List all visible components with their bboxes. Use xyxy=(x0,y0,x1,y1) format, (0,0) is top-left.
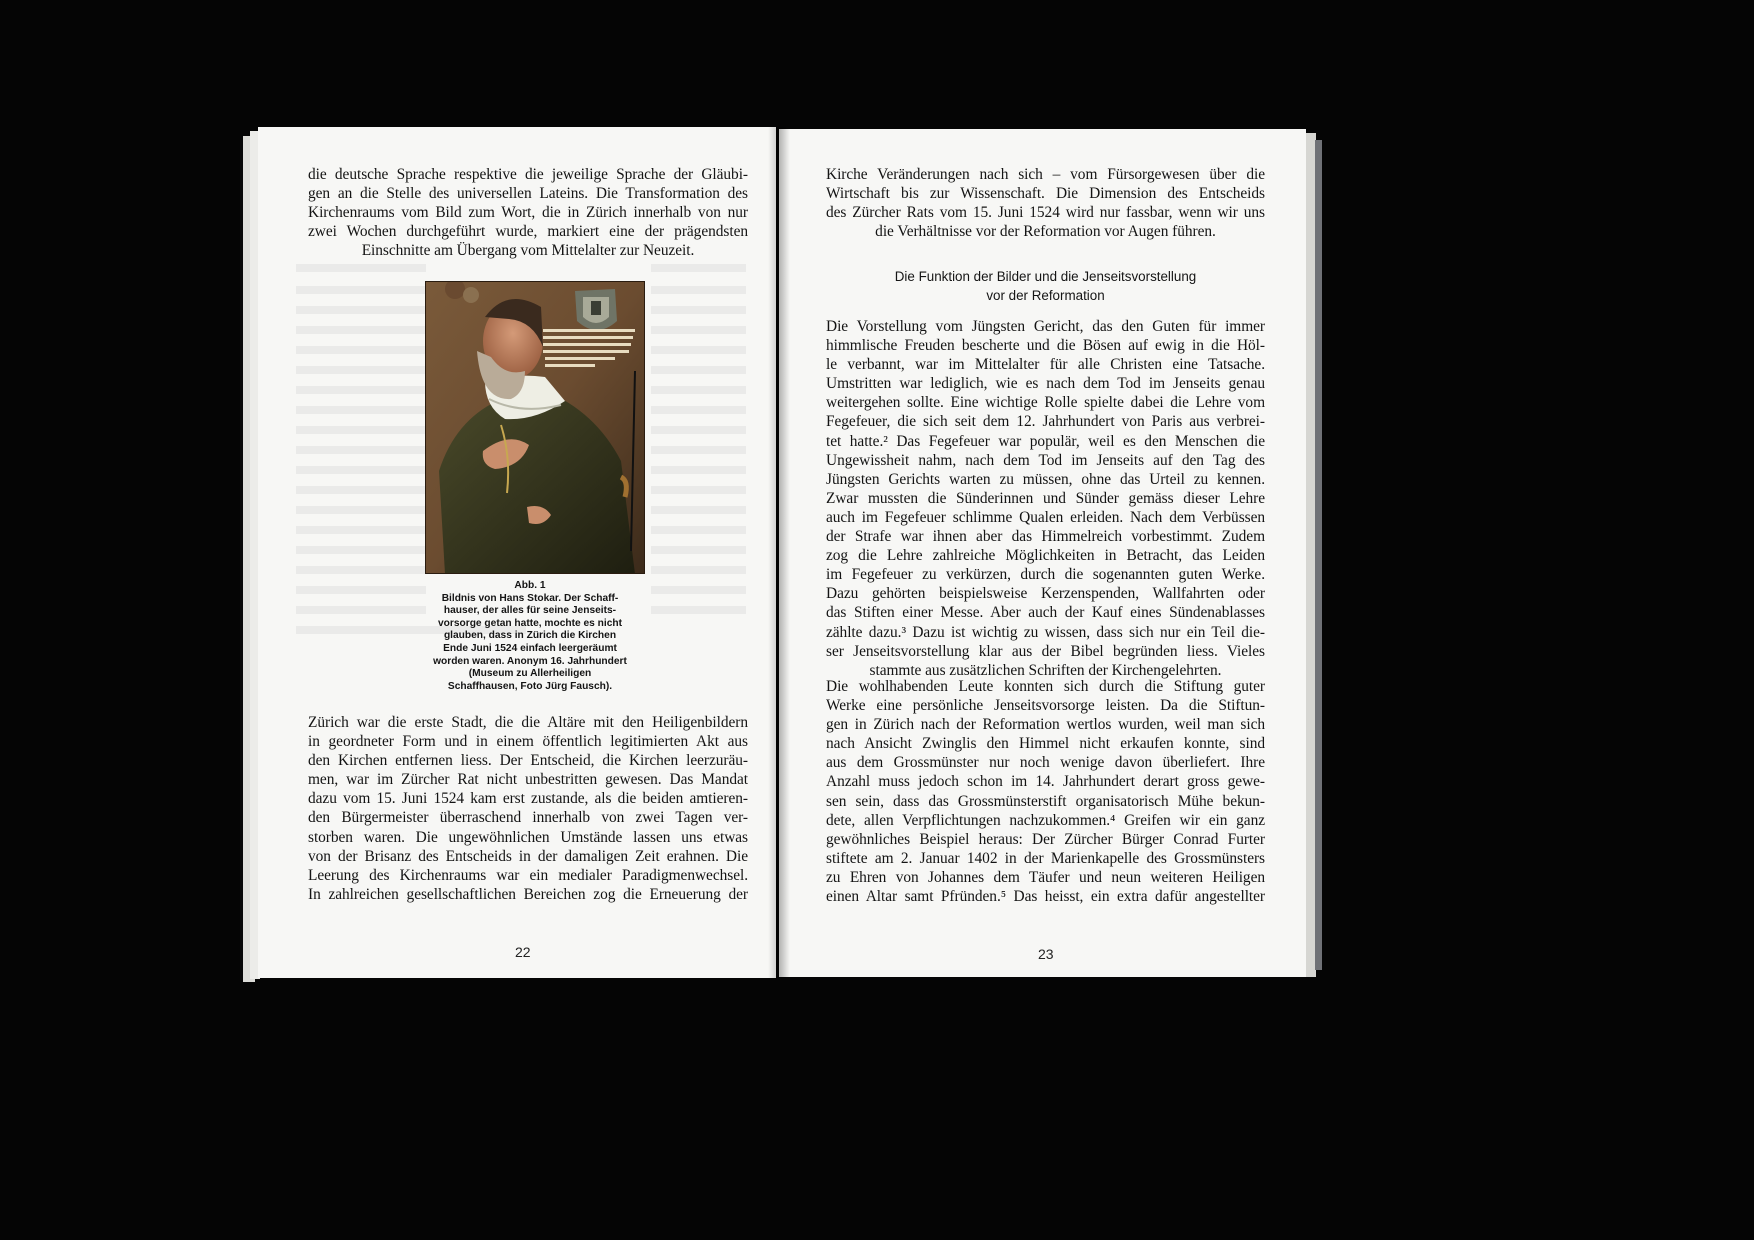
text-line: auch im Fegefeuer schlimme Qualen erleiden. Nach dem Verbüssen xyxy=(826,508,1265,526)
text-line: einen Altar samt Pfründen.⁵ Das heisst, ein extra dafür angestellter xyxy=(826,888,1265,906)
text-line: den Bürgermeister überraschend innerhalb von zwei Tagen ver- xyxy=(308,809,748,827)
text-line: gewöhnliches Beispiel heraus: Der Zürcher Bürger Conrad Furter xyxy=(826,830,1265,848)
text-line: Ungewissheit nahm, nach dem Tod im Jenseits auf den Tag des xyxy=(826,451,1265,469)
text-line: stammte aus zusätzlichen Schriften der Kirchengelehrten. xyxy=(869,661,1222,679)
coat-of-arms-right xyxy=(575,289,617,330)
caption-line: glauben, dass in Zürich die Kirchen xyxy=(443,630,617,642)
book-gutter-shadow xyxy=(768,127,790,978)
text-line: den Kirchen entfernen liess. Der Entscheid, die Kirchen leerzuräu- xyxy=(308,752,748,770)
portrait-painting xyxy=(425,281,645,574)
caption-line: Bildnis von Hans Stokar. Der Schaff- xyxy=(441,592,619,604)
caption-line: Ende Juni 1524 einfach leergeräumt xyxy=(443,642,617,654)
text-line: Kirchenraums vom Bild zum Wort, die in Zürich innerhalb von nur xyxy=(308,204,748,222)
text-line: Werke eine persönliche Jenseitsvorsorge leisten. Da die Stiftun- xyxy=(826,697,1265,715)
text-line: weitergehen sollte. Eine wichtige Rolle spielte dabei die Lehre vom xyxy=(826,394,1265,412)
right-paragraph-2 xyxy=(826,677,1265,906)
text-line: himmlische Freuden bescherte und die Bösen auf ewig in die Höl- xyxy=(826,337,1265,355)
text-line: stiftete am 2. Januar 1402 in der Marienkapelle des Grossmünsters xyxy=(826,849,1265,867)
text-line: dazu vom 15. Juni 1524 kam erst zustande, als die beiden amtieren- xyxy=(308,790,748,808)
text-line: Anzahl muss jedoch schon im 14. Jahrhundert derart gross gewe- xyxy=(826,773,1265,791)
text-line: die Verhältnisse vor der Reformation vor Augen führen. xyxy=(875,223,1216,241)
text-line: zählte dazu.³ Dazu ist wichtig zu wissen, dass sich nur ein Teil die- xyxy=(826,623,1265,641)
text-line: Jüngsten Gerichts warten zu müssen, ohne das Urteil zu kennen. xyxy=(826,470,1265,488)
page-number-left: 22 xyxy=(515,944,531,960)
text-line: von der Brisanz des Entscheids in der damaligen Zeit erahnen. Die xyxy=(308,847,748,865)
text-line: zwei Wochen durchgeführt wurde, markiert eine der prägendsten xyxy=(308,223,748,241)
caption-line: Schaffhausen, Foto Jürg Fausch). xyxy=(447,680,613,692)
right-page-edges-dark xyxy=(1315,140,1322,970)
text-line: der Strafe war ihnen aber das Himmelreich vorbestimmt. Zudem xyxy=(826,528,1265,546)
text-line: storben waren. Die ungewöhnlichen Umstände lassen uns etwas xyxy=(308,828,748,846)
text-line: Die wohlhabenden Leute konnten sich durch die Stiftung guter xyxy=(826,678,1265,695)
left-intro-paragraph xyxy=(308,165,748,260)
text-line: des Zürcher Rats vom 15. Juni 1524 wird nur fassbar, wenn wir uns xyxy=(826,204,1265,222)
text-line: Zürich war die erste Stadt, die die Altäre mit den Heiligenbildern xyxy=(308,714,748,731)
heading-line: Die Funktion der Bilder und die Jenseitsvorstellung xyxy=(894,269,1197,284)
text-line: aus dem Grossmünster nur noch wenige davon überliefert. Ihre xyxy=(826,754,1265,772)
caption-line: Abb. 1 xyxy=(514,580,546,591)
right-paragraph-1 xyxy=(826,317,1265,680)
caption-line: vorsorge getan hatte, mochte es nicht xyxy=(438,617,622,629)
text-line: le verbannt, war im Mittelalter für alle Christen eine Tatsache. xyxy=(826,356,1265,374)
text-line: gen an die Stelle des universellen Lateins. Die Transformation des xyxy=(308,185,748,203)
text-line: nach Ansicht Zwinglis den Himmel nicht erkaufen konnte, sind xyxy=(826,735,1265,753)
text-line: im Fegefeuer zu verkürzen, durch die sogenannten guten Werke. xyxy=(826,566,1265,584)
text-line: gen in Zürich nach der Reformation wertlos wurden, weil man sich xyxy=(826,716,1265,734)
text-line: Leerung des Kirchenraums war ein medialer Paradigmenwechsel. xyxy=(308,866,748,884)
text-line: In zahlreichen gesellschaftlichen Bereichen zog die Erneuerung der xyxy=(308,885,748,903)
text-line: Kirche Veränderungen nach sich – vom Fürsorgewesen über die xyxy=(826,166,1265,183)
text-line: Einschnitte am Übergang vom Mittelalter zur Neuzeit. xyxy=(361,242,695,260)
caption-line: hauser, der alles für seine Jenseits- xyxy=(443,605,617,617)
figure-caption xyxy=(430,580,630,693)
text-line: in geordneter Form und in einem öffentlich legitimierten Akt aus xyxy=(308,733,748,751)
caption-line: (Museum zu Allerheiligen xyxy=(468,668,592,680)
page-number-right: 23 xyxy=(1038,946,1054,962)
right-intro-paragraph xyxy=(826,165,1265,241)
text-line: zu Ehren von Johannes dem Täufer und neun weiteren Heiligen xyxy=(826,868,1265,886)
text-line: sen sein, dass das Grossmünsterstift organisatorisch Mühe bekun- xyxy=(826,792,1265,810)
text-line: ser Jenseitsvorstellung klar aus der Bibel begründen liess. Vieles xyxy=(826,642,1265,660)
text-line: das Stiften einer Messe. Aber auch der Kauf eines Sündenablasses xyxy=(826,604,1265,622)
section-heading xyxy=(826,267,1265,305)
text-line: Zwar mussten die Sünderinnen und Sünder gemäss dieser Lehre xyxy=(826,489,1265,507)
portrait-figure-image xyxy=(425,281,645,574)
text-line: Dazu gehörten beispielsweise Kerzenspenden, Wallfahrten oder xyxy=(826,585,1265,603)
left-main-paragraph xyxy=(308,713,748,904)
text-line: zog die Lehre zahlreiche Möglichkeiten in Betracht, das Leiden xyxy=(826,547,1265,565)
text-line: tet hatte.² Das Fegefeuer war populär, weil es den Menschen die xyxy=(826,432,1265,450)
text-line: dete, allen Verpflichtungen nachzukommen.⁴ Greifen wir ein ganz xyxy=(826,811,1265,829)
text-line: Die Vorstellung vom Jüngsten Gericht, das den Guten für immer xyxy=(826,318,1265,335)
text-line: Fegefeuer, die sich seit dem 12. Jahrhundert von Paris aus verbrei- xyxy=(826,413,1265,431)
caption-line: worden waren. Anonym 16. Jahrhundert xyxy=(433,655,627,667)
heading-line: vor der Reformation xyxy=(986,288,1105,303)
text-line: Umstritten war lediglich, wie es nach dem Tod im Jenseits genau xyxy=(826,375,1265,393)
text-line: die deutsche Sprache respektive die jeweilige Sprache der Gläubi- xyxy=(308,166,748,183)
text-line: men, war im Zürcher Rat nicht unbestritten gewesen. Das Mandat xyxy=(308,771,748,789)
text-line: Wirtschaft bis zur Wissenschaft. Die Dimension des Entscheids xyxy=(826,185,1265,203)
